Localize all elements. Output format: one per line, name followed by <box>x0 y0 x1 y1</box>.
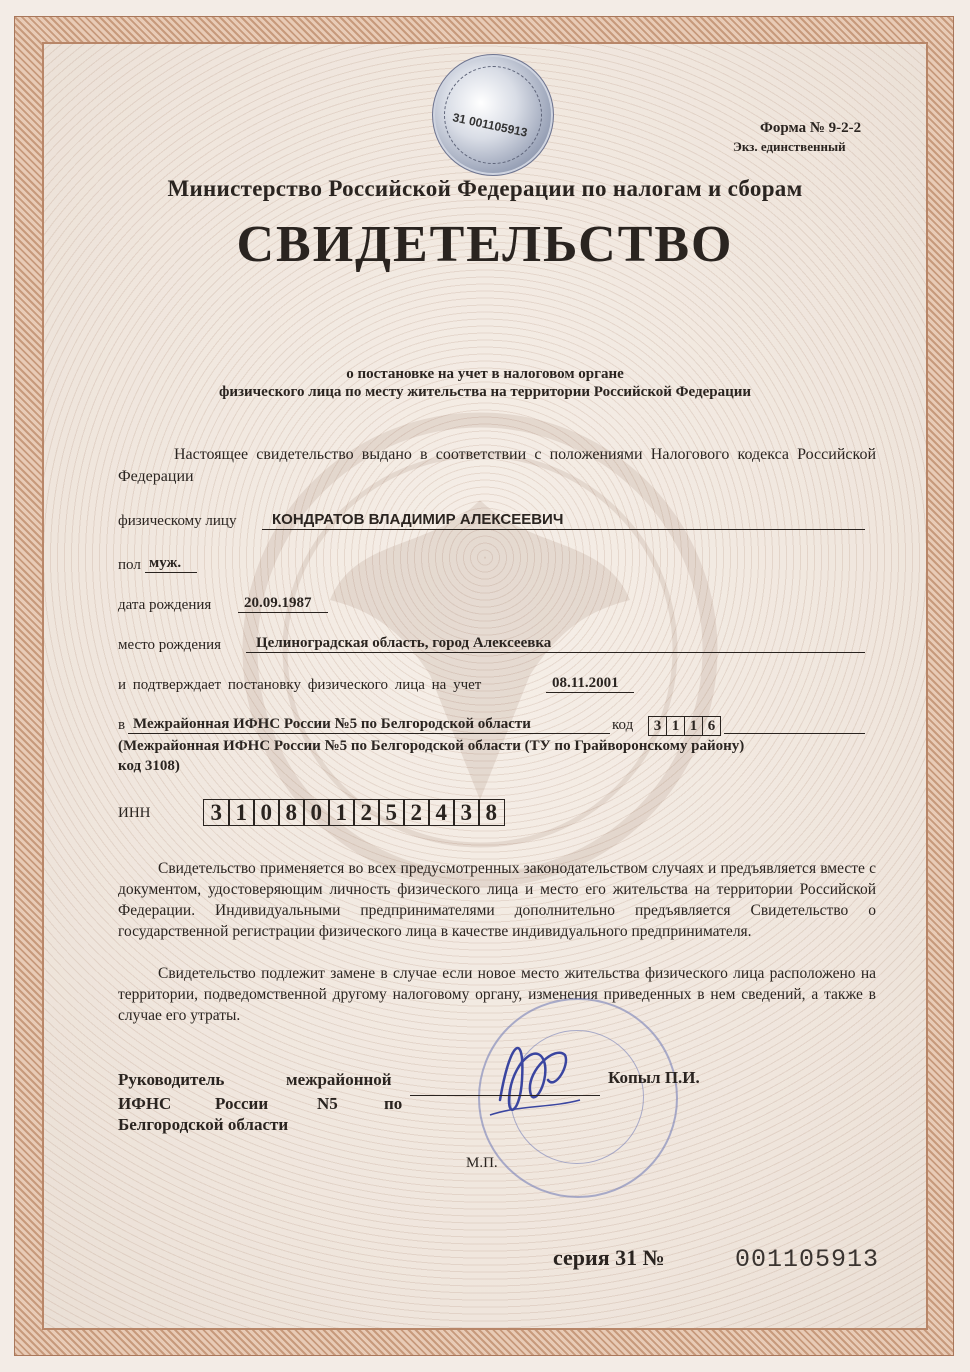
sex-underline <box>145 572 197 573</box>
handwritten-signature <box>470 1020 590 1130</box>
inn-digit: 5 <box>378 799 405 826</box>
copy-note: Экз. единственный <box>733 139 846 154</box>
person-label: физическому лицу <box>118 513 237 529</box>
birth-place-underline <box>246 652 865 653</box>
document-title: СВИДЕТЕЛЬСТВО <box>236 216 734 273</box>
office-underline <box>128 733 610 734</box>
signer-title-1b: межрайонной <box>286 1070 392 1089</box>
subtitle-line-2: физического лица по месту жительства на территории Российской Федерации <box>218 384 752 400</box>
person-underline <box>262 529 865 530</box>
inn-digit: 1 <box>328 799 355 826</box>
form-number: Форма № 9-2-2 <box>760 120 862 136</box>
code-underline <box>724 733 865 734</box>
ministry-name: Министерство Российской Федерации по налогам и сборам <box>167 176 803 201</box>
birth-date-value: 20.09.1987 <box>244 595 312 611</box>
person-name: КОНДРАТОВ ВЛАДИМИР АЛЕКСЕЕВИЧ <box>272 511 564 528</box>
office-note-line-2: код 3108) <box>118 758 180 774</box>
signer-name: Копыл П.И. <box>608 1068 700 1087</box>
sex-value: муж. <box>149 555 182 571</box>
serial-number: 001105913 <box>735 1245 880 1274</box>
registration-date: 08.11.2001 <box>552 675 619 691</box>
inn-digit: 0 <box>303 799 330 826</box>
stamp-place: М.П. <box>466 1155 498 1171</box>
office-name: Межрайонная ИФНС России №5 по Белгородской области <box>133 716 531 732</box>
code-digit: 3 <box>648 716 667 736</box>
code-label: код <box>612 717 634 733</box>
inn-digit: 2 <box>403 799 430 826</box>
replacement-paragraph: Свидетельство подлежит замене в случае если новое место жительства физического лица расположено на территории, подведомственной другому налоговому органу, изменения приведенных в нем сведений, а также в случае его утраты. <box>118 965 876 1024</box>
inn-digit: 4 <box>428 799 455 826</box>
office-note-line-1: (Межрайонная ИФНС России №5 по Белгородской области (ТУ по Грайворонскому району) <box>118 738 745 754</box>
birth-place-label: место рождения <box>118 637 222 653</box>
registration-label: и подтверждает постановку физического лица на учет <box>118 677 482 693</box>
birth-date-label: дата рождения <box>118 597 212 613</box>
inn-digit: 0 <box>253 799 280 826</box>
signer-title-2d: по <box>384 1094 403 1113</box>
inn-digit: 2 <box>353 799 380 826</box>
office-code-boxes <box>648 716 720 736</box>
signer-title-2a: ИФНС <box>118 1094 172 1113</box>
code-digit: 1 <box>684 716 703 736</box>
registration-underline <box>546 692 634 693</box>
code-digit: 1 <box>666 716 685 736</box>
inn-digit: 8 <box>478 799 505 826</box>
signer-title-3: Белгородской области <box>118 1115 289 1134</box>
intro-text: Настоящее свидетельство выдано в соответствии с положениями Налогового кодекса Российской Федерации <box>118 446 876 485</box>
inn-digit: 8 <box>278 799 305 826</box>
birth-place-value: Целиноградская область, город Алексеевка <box>256 635 552 651</box>
sex-label: пол <box>118 557 141 573</box>
signer-title-2b: России <box>215 1094 269 1113</box>
code-digit: 6 <box>702 716 721 736</box>
inn-digit: 3 <box>453 799 480 826</box>
signer-title-2c: N5 <box>317 1094 338 1113</box>
inn-digit: 3 <box>203 799 230 826</box>
signature-line <box>410 1095 600 1096</box>
inn-label: ИНН <box>118 805 151 821</box>
birth-date-underline <box>238 612 328 613</box>
serial-label: серия 31 № <box>553 1245 665 1270</box>
signer-title-1a: Руководитель <box>118 1070 225 1089</box>
inn-boxes <box>203 799 503 826</box>
inn-digit: 1 <box>228 799 255 826</box>
subtitle-line-1: о постановке на учет в налоговом органе <box>346 366 624 382</box>
office-prefix: в <box>118 717 126 733</box>
usage-paragraph: Свидетельство применяется во всех предусмотренных законодательством случаях и предъявляется вместе с документом, удостоверяющим личность физического лица и место его жительства на территории Российской Федерации. Индивидуальными предпринимателями дополнительно предъявляется Свидетельство о государственной регистрации физического лица в качестве индивидуального предпринимателя. <box>118 860 876 940</box>
hologram-number: 31 001105913 <box>451 110 529 140</box>
